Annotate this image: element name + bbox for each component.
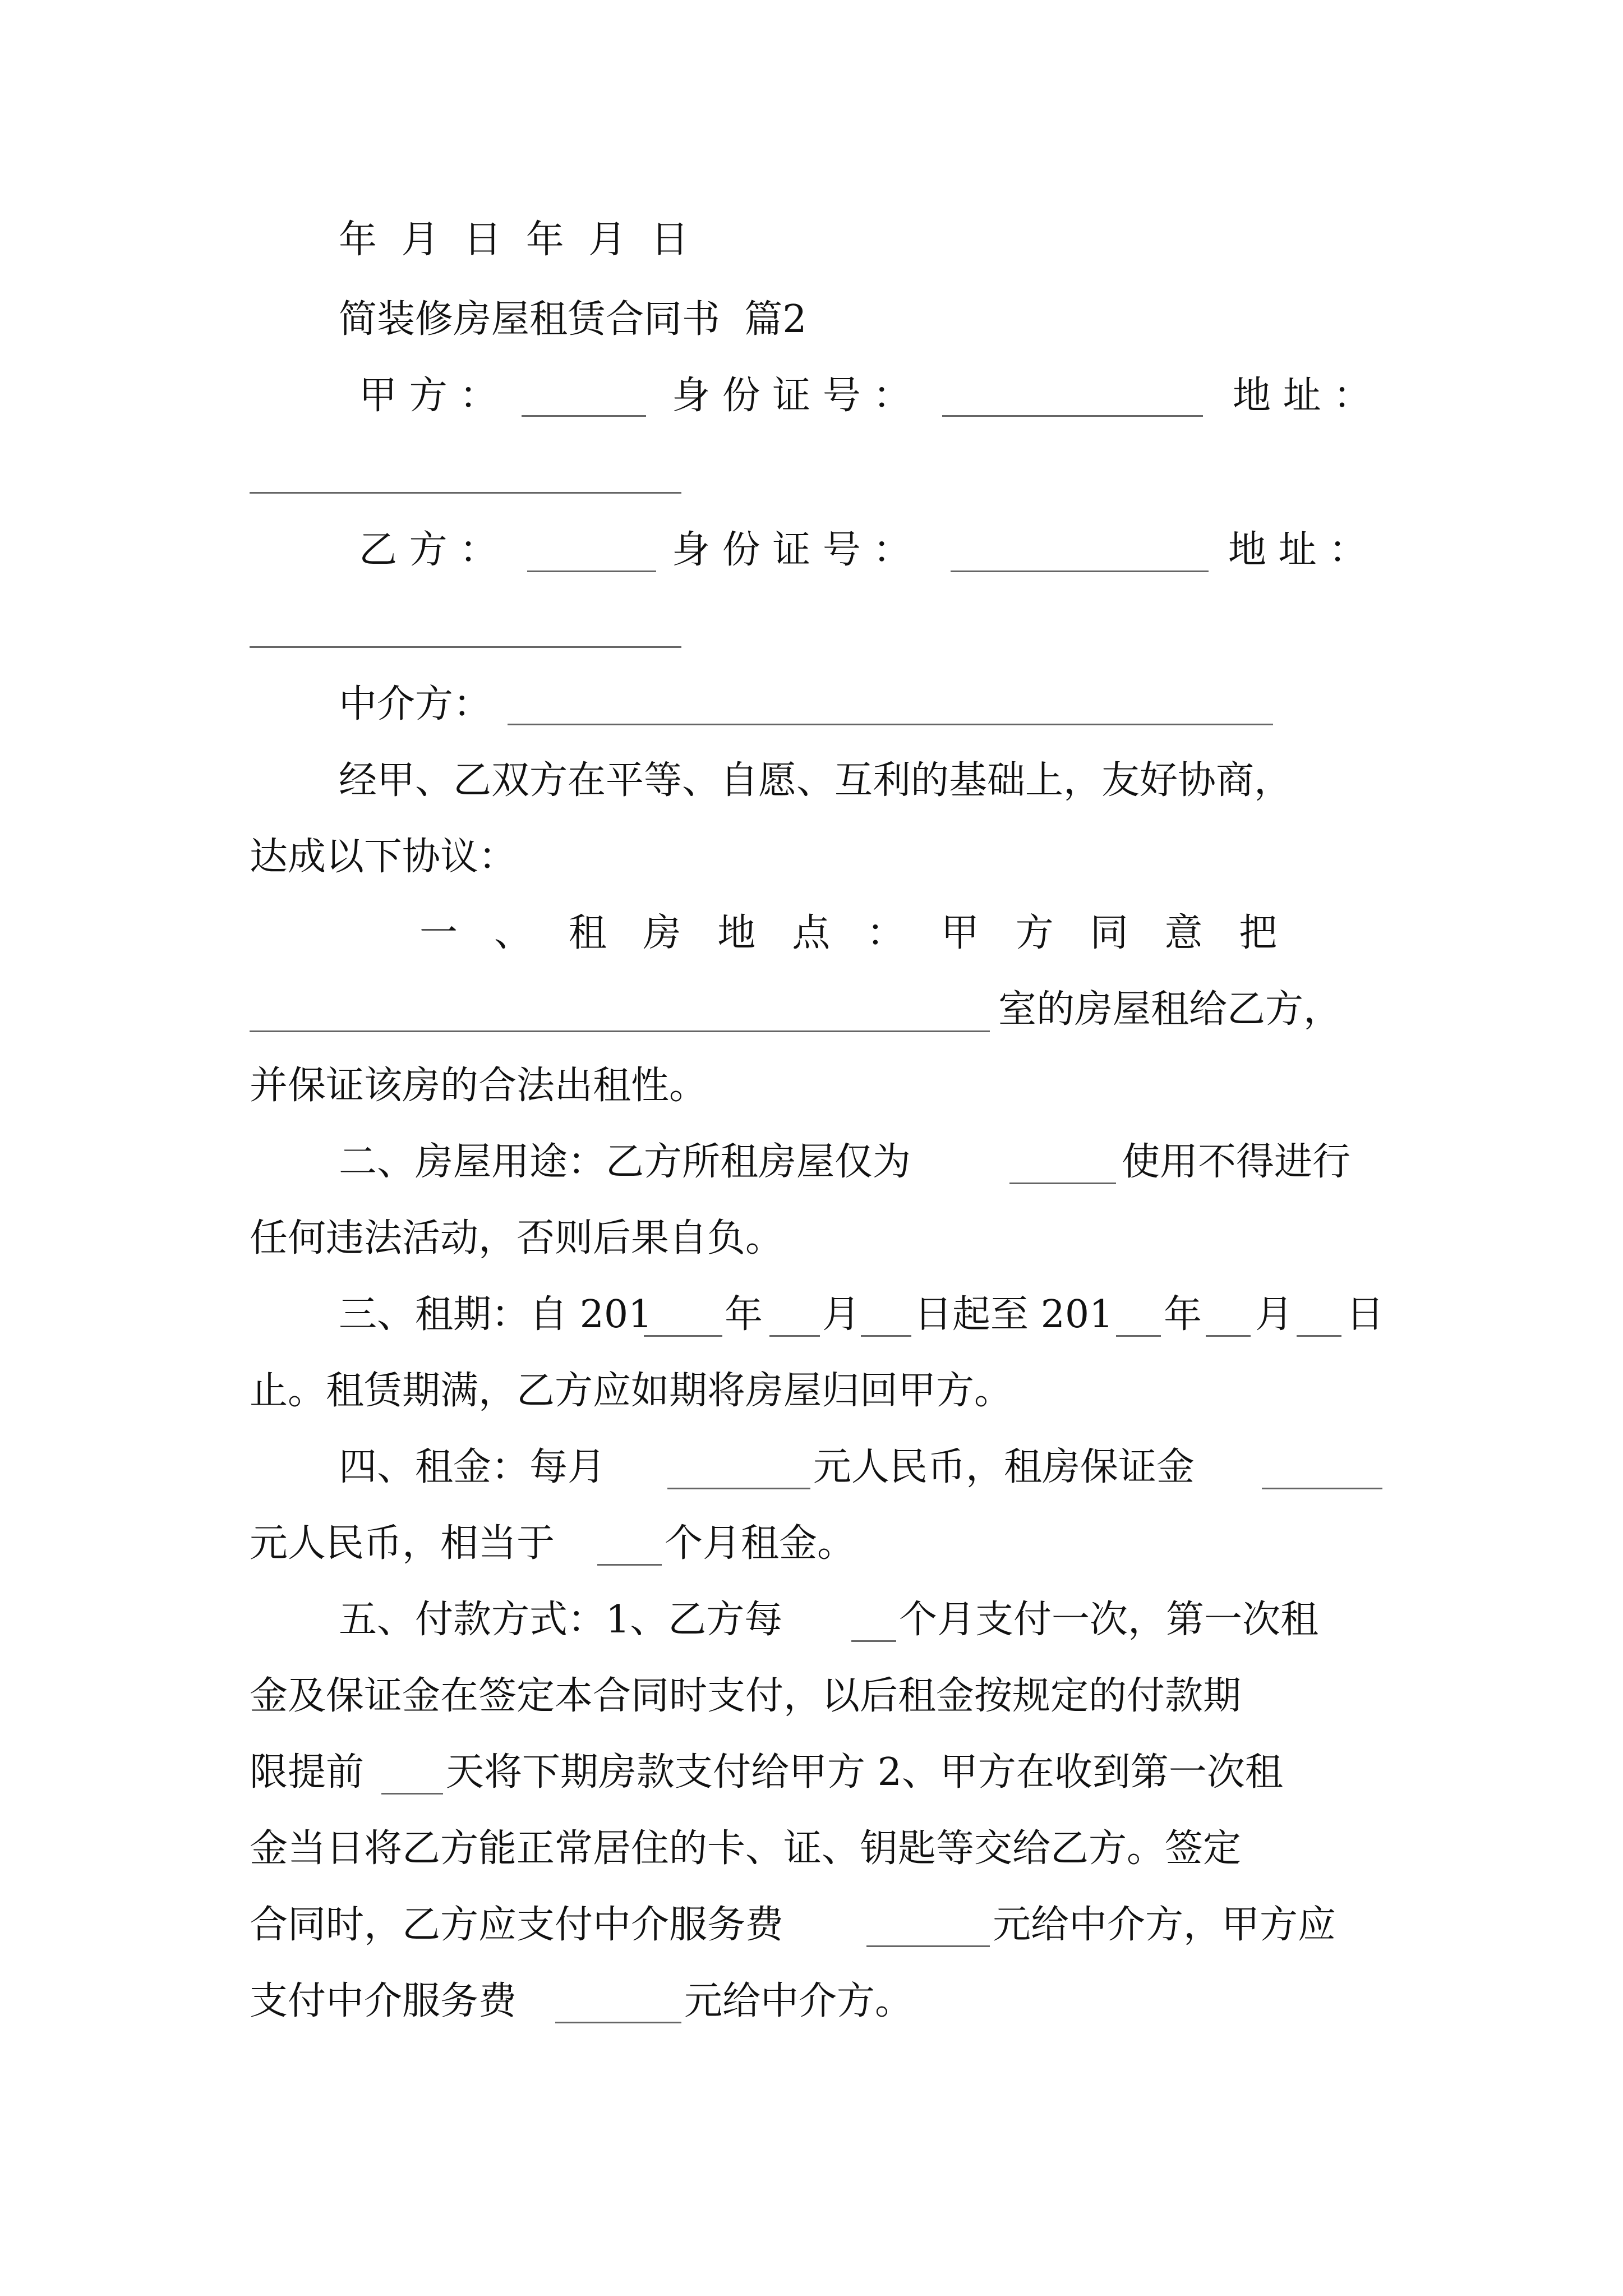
clause-3-seg-6: 月 [1255, 1292, 1294, 1337]
clause-5-line-1-tail: 个月支付一次，第一次租 [899, 1598, 1319, 1642]
party-a-name-blank [522, 415, 646, 417]
clause-5-fee-a-blank [555, 2022, 681, 2023]
clause-5-line-6: 支付中介服务费 [250, 1979, 517, 2023]
agent-label: 中介方： [339, 682, 492, 726]
clause-3-end-year-blank [1116, 1335, 1161, 1337]
clause-2-line-1-tail: 使用不得进行 [1122, 1140, 1351, 1184]
clause-2-usage-blank [1009, 1182, 1116, 1184]
clause-3-seg-4: 日起至 201 [914, 1292, 1114, 1337]
clause-3-seg-7: 日 [1346, 1292, 1385, 1337]
party-a-label: 甲 方 ： [359, 374, 498, 418]
party-a-id-blank [942, 415, 1203, 417]
clause-3-end-day-blank [1297, 1335, 1341, 1337]
clause-4-months-blank [597, 1564, 662, 1566]
clause-5-line-5-tail: 元给中介方，甲方应 [993, 1903, 1336, 1947]
document-title: 简装修房屋租赁合同书 篇2 [339, 297, 807, 342]
party-b-address-blank [250, 646, 681, 648]
clause-5-line-5: 合同时，乙方应支付中介服务费 [250, 1903, 784, 1947]
clause-3-seg-5: 年 [1164, 1292, 1202, 1337]
clause-4-line-2-tail: 个月租金。 [665, 1521, 856, 1566]
clause-5-line-4: 金当日将乙方能正常居住的卡、证、钥匙等交给乙方。签定 [250, 1826, 1242, 1871]
clause-5-line-2: 金及保证金在签定本合同时支付，以后租金按规定的付款期 [250, 1674, 1242, 1718]
clause-1-line-2: 室的房屋租给乙方， [998, 987, 1342, 1032]
clause-3-seg-2: 年 [725, 1292, 763, 1337]
clause-5-line-1: 五、付款方式：1、乙方每 [339, 1598, 783, 1642]
party-a-id-label: 身 份 证 号 ： [672, 374, 911, 418]
clause-3-start-day-blank [861, 1335, 911, 1337]
date-line: 年 月 日 年 月 日 [339, 218, 689, 262]
clause-3-start-month-blank [769, 1335, 820, 1337]
clause-4-seg-2: 元人民币，租房保证金 [813, 1445, 1195, 1489]
clause-4-deposit-blank [1262, 1488, 1382, 1489]
clause-2-line-2: 任何违法活动，否则后果自负。 [250, 1216, 784, 1260]
clause-4-rent-blank [667, 1488, 810, 1489]
party-a-address-label: 地 址 ： [1233, 374, 1372, 418]
intro-line-2: 达成以下协议： [250, 835, 517, 879]
clause-5-interval-blank [851, 1640, 896, 1642]
intro-line-1: 经甲、乙双方在平等、自愿、互利的基础上，友好协商， [339, 758, 1293, 803]
agent-name-blank [508, 724, 1273, 725]
clause-3-start-year-blank [644, 1335, 722, 1337]
clause-1-location-blank [250, 1030, 990, 1032]
clause-3-line-2: 止。租赁期满，乙方应如期将房屋归回甲方。 [250, 1369, 1013, 1413]
party-a-address-blank [250, 492, 681, 494]
clause-5-days-blank [381, 1793, 443, 1795]
clause-2-line-1: 二、房屋用途：乙方所租房屋仅为 [339, 1140, 911, 1184]
party-b-id-label: 身 份 证 号 ： [672, 528, 911, 572]
party-b-id-blank [951, 570, 1209, 572]
party-b-address-label: 地 址 ： [1228, 528, 1367, 572]
clause-3-seg-3: 月 [822, 1292, 861, 1337]
party-b-label: 乙 方 ： [359, 528, 498, 572]
clause-4-line-2: 元人民币，相当于 [250, 1521, 555, 1566]
clause-1-line-1: 一 、 租 房 地 点 ： 甲 方 同 意 把 [419, 911, 1278, 955]
clause-5-line-3-tail: 天将下期房款支付给甲方 2、甲方在收到第一次租 [446, 1750, 1283, 1795]
clause-5-line-6-tail: 元给中介方。 [684, 1979, 914, 2023]
clause-3-end-month-blank [1206, 1335, 1251, 1337]
clause-4-seg-1: 四、租金：每月 [339, 1445, 606, 1489]
clause-5-line-3: 限提前 [250, 1750, 365, 1795]
clause-5-fee-b-blank [866, 1945, 990, 1947]
clause-1-line-3: 并保证该房的合法出租性。 [250, 1064, 708, 1108]
party-b-name-blank [527, 570, 656, 572]
clause-3-seg-1: 三、租期：自 201 [339, 1292, 653, 1337]
